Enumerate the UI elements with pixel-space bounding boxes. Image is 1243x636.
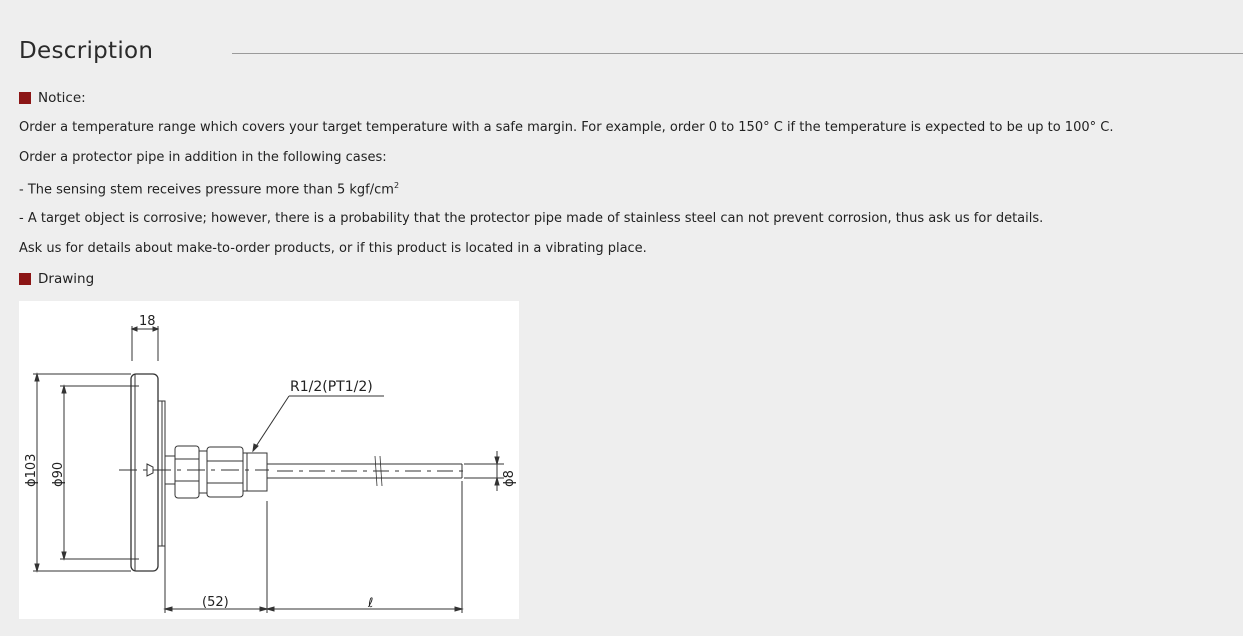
dimension-l-label: ℓ	[368, 596, 374, 611]
dimension-103-label: ϕ103	[24, 453, 39, 487]
notice-line-3-text: - The sensing stem receives pressure more than 5 kgf/cm	[19, 182, 394, 198]
notice-heading	[19, 90, 86, 106]
bullet-square-icon	[19, 273, 31, 285]
notice-line-3	[19, 181, 399, 197]
thermometer-drawing-svg	[19, 301, 519, 619]
notice-line-4: - A target object is corrosive; however, there is a probability that the protector pipe made of stainless steel can not prevent corrosion, thus ask us for details.	[19, 211, 1044, 226]
bullet-square-icon	[19, 92, 31, 104]
technical-drawing	[19, 301, 519, 619]
dimension-52-label: (52)	[202, 595, 229, 610]
dimension-18-label: 18	[139, 314, 156, 329]
superscript: 2	[393, 181, 400, 190]
drawing-heading-label: Drawing	[38, 271, 95, 287]
notice-heading-label: Notice:	[38, 90, 86, 106]
notice-line-5: Ask us for details about make-to-order products, or if this product is located in a vibrating place.	[19, 241, 647, 256]
title-divider	[232, 53, 1243, 54]
dimension-90-label: ϕ90	[51, 461, 66, 487]
dimension-8-label: ϕ8	[502, 470, 517, 487]
notice-line-1: Order a temperature range which covers your target temperature with a safe margin. For example, order 0 to 150° C if the temperature is expected to be up to 100° C.	[19, 120, 1114, 135]
notice-line-2: Order a protector pipe in addition in the following cases:	[19, 150, 387, 165]
drawing-heading	[19, 271, 94, 287]
section-title: Description	[19, 38, 154, 64]
thread-label: R1/2(PT1/2)	[290, 379, 373, 395]
